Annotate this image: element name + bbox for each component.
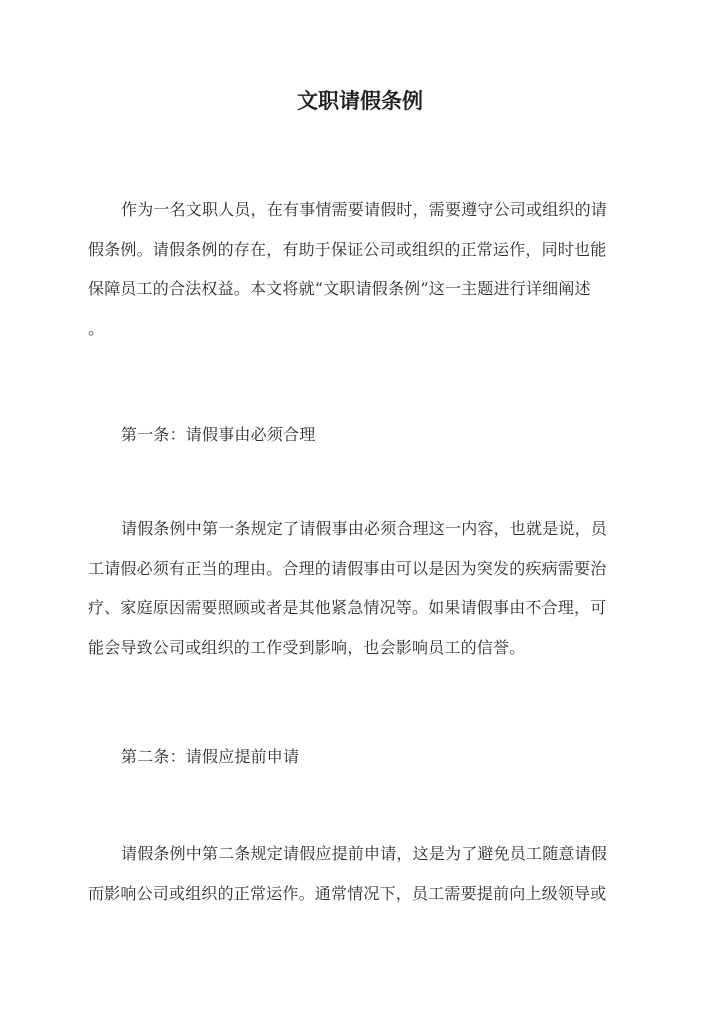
paragraph-line: 作为一名文职人员，在有事情需要请假时，需要遵守公司或组织的请 xyxy=(121,200,608,219)
paragraph-line: 疗、家庭原因需要照顾或者是其他紧急情况等。如果请假事由不合理，可 xyxy=(88,598,607,617)
paragraph-line: 。 xyxy=(88,318,105,338)
paragraph-line: 能会导致公司或组织的工作受到影响，也会影响员工的信誉。 xyxy=(88,637,526,657)
document-title: 文职请假条例 xyxy=(297,88,423,113)
article-2-paragraph xyxy=(88,834,636,913)
intro-paragraph xyxy=(88,190,636,348)
article-1-heading: 第一条：请假事由必须合理 xyxy=(121,425,316,444)
article-2-heading: 第二条：请假应提前申请 xyxy=(121,747,300,766)
paragraph-line: 保障员工的合法权益。本文将就“文职请假条例”这一主题进行详细阐述 xyxy=(88,279,591,298)
paragraph-line: 请假条例中第二条规定请假应提前申请，这是为了避免员工随意请假 xyxy=(121,844,608,863)
paragraph-line: 工请假必须有正当的理由。合理的请假事由可以是因为突发的疾病需要治 xyxy=(88,558,607,578)
article-1-paragraph xyxy=(88,509,636,667)
paragraph-line: 请假条例中第一条规定了请假事由必须合理这一内容，也就是说，员 xyxy=(121,519,608,538)
paragraph-line: 假条例。请假条例的存在，有助于保证公司或组织的正常运作，同时也能 xyxy=(88,239,607,259)
paragraph-line: 而影响公司或组织的正常运作。通常情况下，员工需要提前向上级领导或 xyxy=(88,883,607,903)
